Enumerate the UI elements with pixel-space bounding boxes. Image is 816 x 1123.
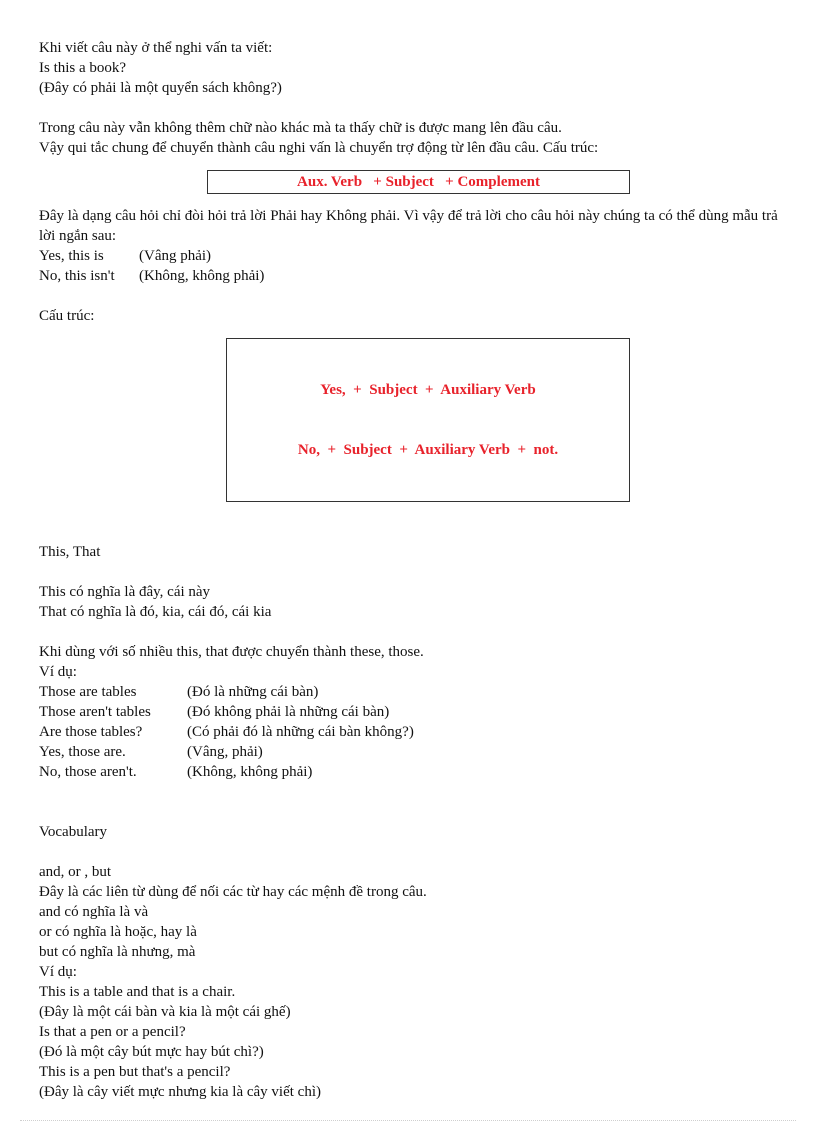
short-answer-en: Yes, this is	[39, 248, 104, 264]
this-meaning: This có nghĩa là đây, cái này	[39, 584, 211, 600]
vocab-line: This is a table and that is a chair.	[39, 984, 236, 1000]
answer-formula-no: No, + Subject + Auxiliary Verb + not.	[297, 442, 559, 458]
example-vi: (Có phải đó là những cái bàn không?)	[187, 724, 414, 740]
answer-note: Đây là dạng câu hỏi chỉ đòi hỏi trả lời Phải hay Không phải. Vì vậy để trả lời cho câu hỏi này chúng ta có thể dùng mẫu trả lời ngắn sau:	[39, 208, 778, 244]
example-row	[39, 702, 779, 722]
example-vi: (Không, không phải)	[187, 764, 313, 780]
section-heading-this-that: This, That	[39, 544, 101, 560]
that-meaning: That có nghĩa là đó, kia, cái đó, cái kia	[39, 604, 272, 620]
structure-label: Cấu trúc:	[39, 308, 95, 324]
short-answer-row	[39, 266, 779, 286]
example-row	[39, 722, 779, 742]
question-formula-box: Aux. Verb + Subject + Complement	[207, 170, 630, 194]
short-answer-vi: (Không, không phải)	[139, 268, 265, 284]
short-answer-en: No, this isn't	[39, 268, 115, 284]
answer-formula-yes: Yes, + Subject + Auxiliary Verb	[320, 382, 536, 398]
example-vi: (Vâng, phải)	[187, 744, 263, 760]
example-en: Those aren't tables	[39, 704, 151, 720]
example-row	[39, 762, 779, 782]
example-row	[39, 682, 779, 702]
vocab-line: and, or , but	[39, 864, 112, 880]
vocab-line: but có nghĩa là nhưng, mà	[39, 944, 196, 960]
example-question: Is this a book?	[39, 60, 127, 76]
rule-text-2: Vậy qui tắc chung để chuyển thành câu nghi vấn là chuyển trợ động từ lên đầu câu. Cấu trúc:	[39, 140, 599, 156]
vocab-line: This is a pen but that's a pencil?	[39, 1064, 231, 1080]
example-en: Yes, those are.	[39, 744, 126, 760]
vocab-line: (Đây là một cái bàn và kia là một cái ghế)	[39, 1004, 291, 1020]
vocab-line: Đây là các liên từ dùng để nối các từ hay các mệnh đề trong câu.	[39, 884, 427, 900]
intro-line: Khi viết câu này ở thể nghi vấn ta viết:	[39, 40, 273, 56]
example-label: Ví dụ:	[39, 664, 77, 680]
short-answer-vi: (Vâng phải)	[139, 248, 212, 264]
example-vi: (Đó không phải là những cái bàn)	[187, 704, 390, 720]
answer-formula-box	[226, 338, 630, 502]
example-translation: (Đây có phải là một quyển sách không?)	[39, 80, 282, 96]
document-page	[39, 38, 779, 1102]
example-en: No, those aren't.	[39, 764, 137, 780]
vocab-line: (Đó là một cây bút mực hay bút chì?)	[39, 1044, 264, 1060]
page-bottom-divider	[20, 1120, 796, 1121]
plural-note: Khi dùng với số nhiều this, that được chuyển thành these, those.	[39, 644, 424, 660]
rule-text-1: Trong câu này vẫn không thêm chữ nào khác mà ta thấy chữ is được mang lên đầu câu.	[39, 120, 562, 136]
example-row	[39, 742, 779, 762]
example-en: Are those tables?	[39, 724, 143, 740]
vocab-line: Is that a pen or a pencil?	[39, 1024, 186, 1040]
example-en: Those are tables	[39, 684, 137, 700]
short-answer-row	[39, 246, 779, 266]
example-vi: (Đó là những cái bàn)	[187, 684, 319, 700]
section-heading-vocabulary: Vocabulary	[39, 824, 108, 840]
vocab-line: or có nghĩa là hoặc, hay là	[39, 924, 197, 940]
vocab-line: and có nghĩa là và	[39, 904, 149, 920]
vocab-line: (Đây là cây viết mực nhưng kia là cây viết chì)	[39, 1084, 321, 1100]
vocab-line: Ví dụ:	[39, 964, 77, 980]
